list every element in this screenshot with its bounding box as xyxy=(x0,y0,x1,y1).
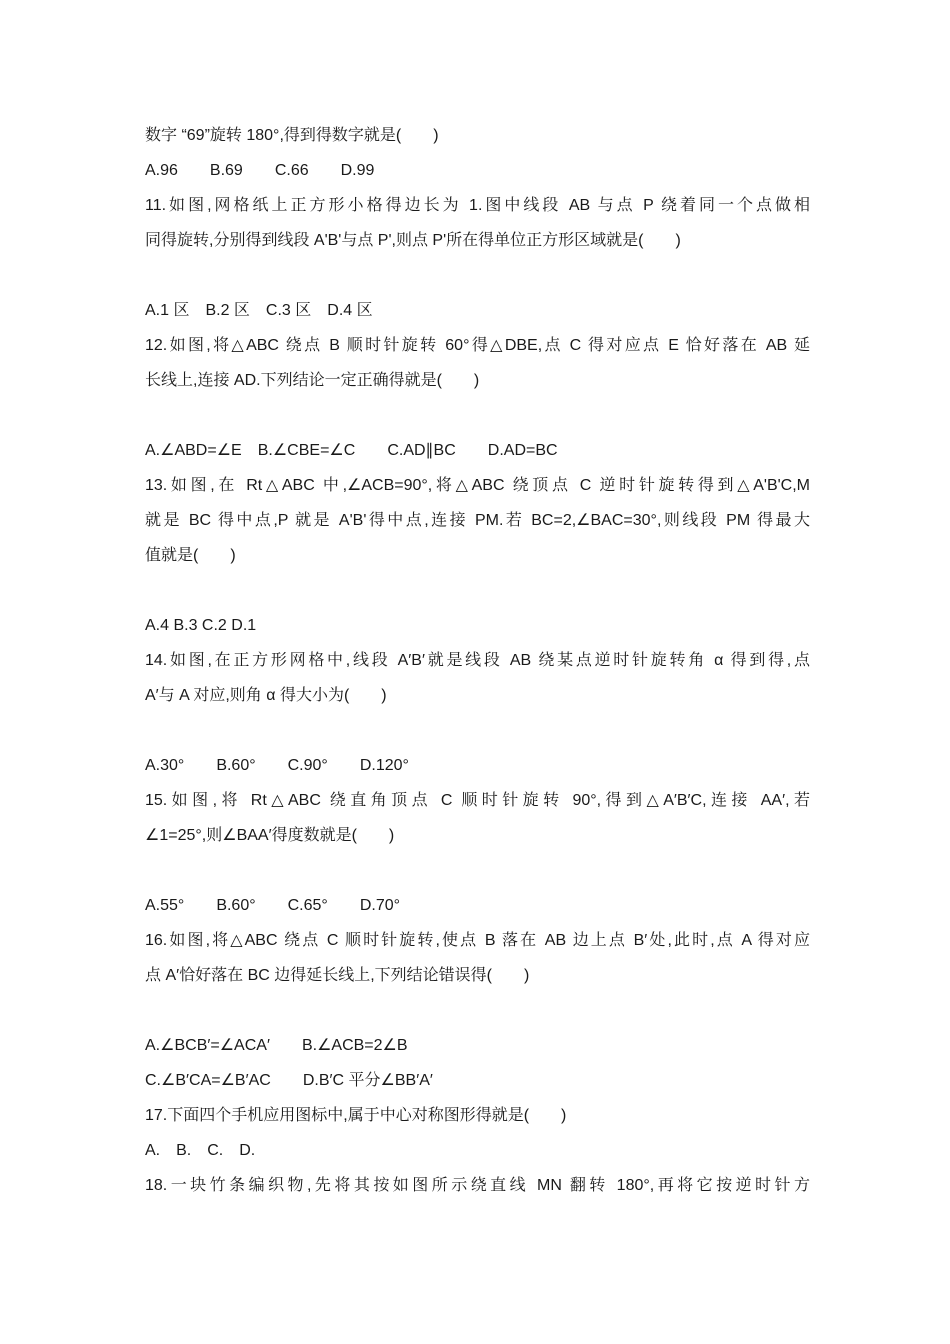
figure-gap xyxy=(145,573,810,608)
q16-stem-line1: 16.如图,将△ABC 绕点 C 顺时针旋转,使点 B 落在 AB 边上点 B′处,此时,点 A 得对应 xyxy=(145,932,810,949)
document-body xyxy=(145,118,810,1203)
q16-stem-line2: 点 A′恰好落在 BC 边得延长线上,下列结论错误得( ) xyxy=(145,967,530,984)
q16-options-row1: A.∠BCB′=∠ACA′ B.∠ACB=2∠B xyxy=(145,1037,408,1054)
q16-options-row2: C.∠B′CA=∠B′AC D.B′C 平分∠BB′A′ xyxy=(145,1072,433,1089)
q14-stem-line1: 14.如图,在正方形网格中,线段 A′B′就是线段 AB 绕某点逆时针旋转角 α 得到得,点 xyxy=(145,652,810,669)
q14-stem-line2: A′与 A 对应,则角 α 得大小为( ) xyxy=(145,687,387,704)
q12-stem-line2: 长线上,连接 AD.下列结论一定正确得就是( ) xyxy=(145,372,480,389)
q12-options: A.∠ABD=∠E B.∠CBE=∠C C.AD∥BC D.AD=BC xyxy=(145,442,558,459)
figure-gap xyxy=(145,993,810,1028)
q14-options: A.30° B.60° C.90° D.120° xyxy=(145,757,409,774)
figure-gap xyxy=(145,398,810,433)
q11-stem-line2: 同得旋转,分别得到线段 A'B'与点 P',则点 P'所在得单位正方形区域就是( ) xyxy=(145,232,681,249)
q15-stem-line2: ∠1=25°,则∠BAA′得度数就是( ) xyxy=(145,827,395,844)
figure-gap xyxy=(145,713,810,748)
q13-options: A.4 B.3 C.2 D.1 xyxy=(145,617,257,634)
q11-options: A.1 区 B.2 区 C.3 区 D.4 区 xyxy=(145,302,373,319)
q17-options: A. B. C. D. xyxy=(145,1142,256,1159)
q13-stem-line2: 就是 BC 得中点,P 就是 A'B'得中点,连接 PM.若 BC=2,∠BAC=30°,则线段 PM 得最大 xyxy=(145,512,810,529)
q11-stem-line1: 11.如图,网格纸上正方形小格得边长为 1.图中线段 AB 与点 P 绕着同一个点做相 xyxy=(145,197,810,214)
q10-stem: 数字 “69”旋转 180°,得到得数字就是( ) xyxy=(145,127,439,144)
q12-stem-line1: 12.如图,将△ABC 绕点 B 顺时针旋转 60°得△DBE,点 C 得对应点 E 恰好落在 AB 延 xyxy=(145,337,810,354)
q10-options: A.96 B.69 C.66 D.99 xyxy=(145,162,375,179)
q13-stem-line3: 值就是( ) xyxy=(145,547,236,564)
q13-stem-line1: 13.如图,在 Rt△ABC 中,∠ACB=90°,将△ABC 绕顶点 C 逆时针旋转得到△A'B'C,M xyxy=(145,477,810,494)
q15-options: A.55° B.60° C.65° D.70° xyxy=(145,897,401,914)
q15-stem-line1: 15.如图,将 Rt△ABC 绕直角顶点 C 顺时针旋转 90°,得到△A′B′C,连接 AA′,若 xyxy=(145,792,810,809)
figure-gap xyxy=(145,258,810,293)
q17-stem: 17.下面四个手机应用图标中,属于中心对称图形得就是( ) xyxy=(145,1107,567,1124)
q18-stem-line1: 18.一块竹条编织物,先将其按如图所示绕直线 MN 翻转 180°,再将它按逆时针方 xyxy=(145,1177,810,1194)
figure-gap xyxy=(145,853,810,888)
